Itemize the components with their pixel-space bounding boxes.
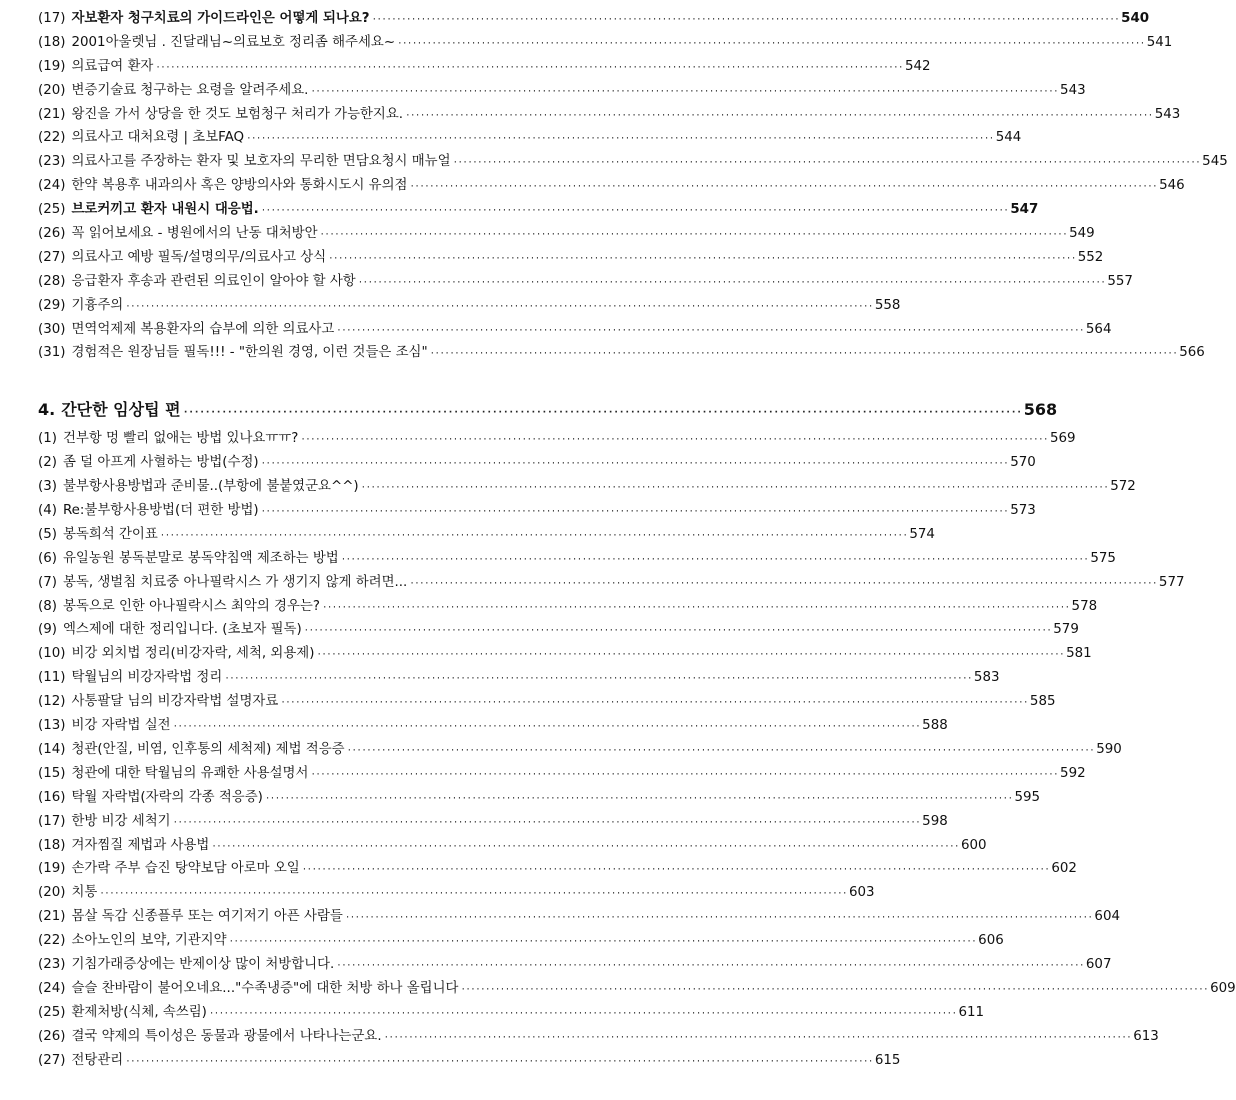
dot-leader <box>261 206 1009 216</box>
entry-title: 불부항사용방법과 준비물..(부항에 불붙였군요^^) <box>62 479 359 495</box>
entry-number: (25) <box>38 1004 66 1020</box>
toc-part-1 <box>38 7 1228 365</box>
entry-number: (31) <box>38 345 66 361</box>
entry-number: (27) <box>38 1052 66 1068</box>
entry-title: 왕진을 가서 상당을 한 것도 보험청구 처리가 가능한지요. <box>71 106 404 122</box>
dot-leader <box>302 865 1050 875</box>
entry-number: (4) <box>38 503 57 519</box>
toc-entry <box>38 475 1136 499</box>
entry-page-number: 579 <box>1053 622 1079 638</box>
dot-leader <box>336 326 1084 336</box>
entry-page-number: 564 <box>1085 321 1112 337</box>
entry-title: 비강 자락법 실전 <box>71 718 171 734</box>
entry-title: 유일농원 봉독분말로 봉독약침액 제조하는 방법 <box>62 550 339 566</box>
dot-leader <box>310 87 1058 97</box>
entry-page-number: 540 <box>1121 11 1150 26</box>
entry-number: (17) <box>38 11 66 26</box>
entry-page-number: 541 <box>1146 34 1173 50</box>
entry-number: (13) <box>38 718 66 734</box>
entry-number: (5) <box>38 526 57 542</box>
toc-entry <box>38 929 1004 953</box>
entry-number: (18) <box>38 34 66 50</box>
entry-title: 비강 외치법 정리(비강자락, 세척, 외용제) <box>71 646 315 662</box>
toc-entry <box>38 762 1086 786</box>
toc-entry <box>38 246 1104 270</box>
entry-page-number: 543 <box>1060 82 1086 98</box>
entry-page-number: 575 <box>1090 550 1116 566</box>
entry-title: 브로커끼고 환자 내원시 대응법. <box>71 202 259 218</box>
toc-entry <box>38 857 1077 881</box>
entry-title: 손가락 주부 습진 탕약보담 아로마 오일 <box>71 861 300 877</box>
entry-title: 의료사고 예방 필독/설명의무/의료사고 상식 <box>71 249 327 265</box>
entry-title: 의료사고를 주장하는 환자 및 보호자의 무리한 면담요청시 매뉴얼 <box>71 154 451 170</box>
entry-page-number: 566 <box>1179 345 1205 361</box>
entry-number: (26) <box>38 1028 66 1044</box>
entry-page-number: 558 <box>874 297 901 313</box>
entry-number: (9) <box>38 622 57 638</box>
dot-leader <box>405 111 1153 121</box>
entry-number: (26) <box>38 226 66 242</box>
entry-title: 변증기술료 청구하는 요령을 알려주세요. <box>71 82 309 98</box>
entry-number: (15) <box>38 765 66 781</box>
entry-page-number: 592 <box>1060 765 1086 781</box>
toc-entry <box>38 595 1098 619</box>
dot-leader <box>347 746 1095 756</box>
entry-page-number: 598 <box>922 813 948 829</box>
entry-title: 좀 덜 아프게 사혈하는 방법(수정) <box>62 455 259 471</box>
entry-page-number: 574 <box>909 526 935 542</box>
entry-page-number: 545 <box>1202 154 1228 170</box>
entry-title: 꼭 읽어보세요 - 병원에서의 난동 대처방안 <box>71 226 318 242</box>
entry-title: 슬슬 찬바람이 불어오네요..."수족냉증"에 대한 처방 하나 올립니다 <box>71 980 459 996</box>
entry-number: (6) <box>38 550 57 566</box>
dot-leader <box>322 603 1070 613</box>
entry-title: 소아노인의 보약, 기관지약 <box>71 933 227 949</box>
dot-leader <box>336 961 1084 971</box>
entry-page-number: 569 <box>1049 431 1076 447</box>
entry-page-number: 552 <box>1077 249 1104 265</box>
entry-number: (16) <box>38 789 66 805</box>
entry-title: 한약 복용후 내과의사 혹은 양방의사와 통화시도시 유의점 <box>71 178 408 194</box>
entry-number: (3) <box>38 479 57 495</box>
entry-title: 사통팔달 님의 비강자락법 설명자료 <box>71 694 279 710</box>
entry-number: (14) <box>38 741 66 757</box>
entry-page-number: 583 <box>973 670 1000 686</box>
entry-number: (27) <box>38 249 66 265</box>
toc-part-2 <box>38 427 1236 1072</box>
toc-entry <box>38 738 1122 762</box>
entry-title: 탁월 자락법(자락의 각종 적응증) <box>71 789 263 805</box>
dot-leader <box>261 507 1009 517</box>
entry-page-number: 547 <box>1010 202 1039 218</box>
entry-number: (21) <box>38 106 66 122</box>
dot-leader <box>345 913 1093 923</box>
dot-leader <box>265 794 1013 804</box>
entry-page-number: 577 <box>1158 574 1185 590</box>
section-page-number: 568 <box>1023 400 1058 420</box>
dot-leader <box>341 555 1089 565</box>
entry-title: 면역억제제 복용환자의 습부에 의한 의료사고 <box>71 321 335 337</box>
dot-leader <box>125 302 873 312</box>
toc-entry <box>38 499 1036 523</box>
entry-page-number: 573 <box>1010 503 1036 519</box>
section-number: 4. <box>38 400 56 420</box>
entry-number: (12) <box>38 694 66 710</box>
entry-number: (22) <box>38 933 66 949</box>
toc-entry <box>38 547 1116 571</box>
entry-number: (23) <box>38 956 66 972</box>
dot-leader <box>372 15 1120 25</box>
dot-leader <box>261 459 1009 469</box>
entry-title: 몸살 독감 신종플루 또는 여기저기 아픈 사람들 <box>71 909 343 925</box>
entry-page-number: 588 <box>922 718 948 734</box>
toc-entry <box>38 666 1000 690</box>
entry-page-number: 611 <box>958 1004 985 1020</box>
entry-title: 탁월님의 비강자락법 정리 <box>71 670 223 686</box>
entry-number: (11) <box>38 670 66 686</box>
entry-page-number: 603 <box>848 885 875 901</box>
toc-entry <box>38 150 1228 174</box>
entry-number: (19) <box>38 861 66 877</box>
entry-title: 치통 <box>71 885 98 901</box>
dot-leader <box>361 483 1109 493</box>
entry-title: 기침가래증상에는 반제이상 많이 처방합니다. <box>71 956 335 972</box>
toc-entry <box>38 222 1095 246</box>
entry-title: 엑스제에 대한 정리입니다. (초보자 필독) <box>62 622 302 638</box>
entry-title: 환제처방(식체, 속쓰림) <box>71 1004 207 1020</box>
entry-number: (18) <box>38 837 66 853</box>
dot-leader <box>209 1009 957 1019</box>
toc-entry <box>38 270 1133 294</box>
entry-title: 전탕관리 <box>71 1052 124 1068</box>
entry-page-number: 602 <box>1051 861 1077 877</box>
entry-page-number: 606 <box>978 933 1004 949</box>
toc-entry <box>38 1001 985 1025</box>
entry-number: (29) <box>38 297 66 313</box>
toc-entry <box>38 1049 901 1073</box>
entry-number: (2) <box>38 455 57 471</box>
dot-leader <box>300 435 1048 445</box>
toc-entry <box>38 834 987 858</box>
section-gap <box>38 365 673 397</box>
entry-number: (22) <box>38 130 66 146</box>
entry-title: 자보환자 청구치료의 가이드라인은 어떻게 되나요? <box>71 11 370 26</box>
entry-page-number: 570 <box>1010 455 1036 471</box>
entry-title: 봉독으로 인한 아나필락시스 최악의 경우는? <box>62 598 320 614</box>
entry-number: (17) <box>38 813 66 829</box>
toc-entry <box>38 79 1086 103</box>
dot-leader <box>328 254 1076 264</box>
toc-entry <box>38 714 948 738</box>
toc-entry <box>38 294 901 318</box>
table-of-contents <box>38 7 1236 1072</box>
entry-page-number: 615 <box>874 1052 901 1068</box>
toc-entry <box>38 953 1112 977</box>
dot-leader <box>229 937 977 947</box>
entry-title: 응급환자 후송과 관련된 의료인이 알아야 할 사항 <box>71 273 356 289</box>
dot-leader <box>246 134 994 144</box>
entry-number: (8) <box>38 598 57 614</box>
entry-page-number: 613 <box>1133 1028 1159 1044</box>
toc-entry <box>38 786 1041 810</box>
toc-entry <box>38 690 1056 714</box>
toc-entry <box>38 523 935 547</box>
entry-title: 청관(안질, 비염, 인후통의 세척제) 제법 적응증 <box>71 741 345 757</box>
dot-leader <box>173 818 921 828</box>
toc-entry <box>38 427 1076 451</box>
toc-entry <box>38 55 931 79</box>
entry-page-number: 607 <box>1085 956 1112 972</box>
toc-entry <box>38 810 948 834</box>
entry-title: 청관에 대한 탁월님의 유쾌한 사용설명서 <box>71 765 309 781</box>
dot-leader <box>358 278 1106 288</box>
dot-leader <box>160 531 908 541</box>
toc-entry <box>38 318 1112 342</box>
dot-leader <box>183 407 1022 418</box>
entry-page-number: 604 <box>1094 909 1120 925</box>
entry-title: 경험적은 원장님들 필독!!! - "한의원 경영, 이런 것들은 조심" <box>71 345 428 361</box>
toc-entry <box>38 174 1185 198</box>
entry-page-number: 600 <box>960 837 987 853</box>
entry-number: (25) <box>38 202 66 218</box>
dot-leader <box>280 698 1028 708</box>
section-title: 간단한 임상팁 편 <box>61 400 181 420</box>
entry-title: 한방 비강 세척기 <box>71 813 171 829</box>
entry-title: 봉독희석 간이표 <box>62 526 158 542</box>
entry-title: 의료사고 대처요령 | 초보FAQ <box>71 130 245 146</box>
dot-leader <box>460 985 1208 995</box>
dot-leader <box>224 674 972 684</box>
entry-number: (1) <box>38 431 57 447</box>
entry-page-number: 546 <box>1159 178 1185 194</box>
dot-leader <box>310 770 1058 780</box>
entry-page-number: 549 <box>1069 226 1095 242</box>
entry-page-number: 609 <box>1210 980 1236 996</box>
dot-leader <box>430 349 1178 359</box>
entry-page-number: 595 <box>1014 789 1041 805</box>
entry-number: (20) <box>38 82 66 98</box>
entry-title: 기흉주의 <box>71 297 124 313</box>
toc-entry <box>38 451 1036 475</box>
dot-leader <box>320 230 1068 240</box>
dot-leader <box>409 579 1157 589</box>
toc-entry <box>38 977 1236 1001</box>
dot-leader <box>99 889 847 899</box>
dot-leader <box>316 650 1064 660</box>
toc-entry <box>38 341 1205 365</box>
entry-title: 의료급여 환자 <box>71 58 154 74</box>
dot-leader <box>304 626 1052 636</box>
entry-page-number: 543 <box>1154 106 1181 122</box>
entry-title: Re:불부항사용방법(더 편한 방법) <box>62 503 259 519</box>
entry-number: (24) <box>38 980 66 996</box>
toc-entry <box>38 7 1150 31</box>
entry-number: (23) <box>38 154 66 170</box>
toc-entry <box>38 571 1185 595</box>
entry-number: (28) <box>38 273 66 289</box>
entry-number: (24) <box>38 178 66 194</box>
entry-number: (30) <box>38 321 66 337</box>
toc-entry <box>38 103 1181 127</box>
toc-entry <box>38 198 1039 222</box>
dot-leader <box>384 1033 1132 1043</box>
toc-entry <box>38 31 1173 55</box>
entry-title: 결국 약제의 특이성은 동물과 광물에서 나타나는군요. <box>71 1028 382 1044</box>
dot-leader <box>155 63 903 73</box>
entry-number: (7) <box>38 574 57 590</box>
entry-page-number: 557 <box>1107 273 1133 289</box>
entry-title: 건부항 멍 빨리 없애는 방법 있나요ㅠㅠ? <box>62 431 299 447</box>
section-heading <box>38 397 1058 427</box>
entry-page-number: 542 <box>904 58 931 74</box>
entry-number: (20) <box>38 885 66 901</box>
dot-leader <box>410 182 1158 192</box>
entry-page-number: 578 <box>1071 598 1098 614</box>
entry-title: 2001아울렛님 . 진달래님~의료보호 정리좀 해주세요~ <box>71 34 396 50</box>
dot-leader <box>125 1057 873 1067</box>
entry-page-number: 572 <box>1110 479 1136 495</box>
toc-entry <box>38 905 1120 929</box>
dot-leader <box>211 842 959 852</box>
entry-page-number: 544 <box>995 130 1022 146</box>
entry-page-number: 585 <box>1029 694 1056 710</box>
entry-page-number: 590 <box>1096 741 1122 757</box>
toc-entry <box>38 618 1079 642</box>
entry-number: (21) <box>38 909 66 925</box>
entry-title: 겨자찜질 제법과 사용법 <box>71 837 210 853</box>
toc-entry <box>38 881 875 905</box>
entry-title: 봉독, 생벌침 치료중 아나필락시스 가 생기지 않게 하려면... <box>62 574 408 590</box>
entry-number: (19) <box>38 58 66 74</box>
entry-number: (10) <box>38 646 66 662</box>
dot-leader <box>173 722 921 732</box>
dot-leader <box>397 39 1145 49</box>
toc-entry <box>38 642 1092 666</box>
toc-entry <box>38 126 1022 150</box>
toc-entry <box>38 1025 1159 1049</box>
entry-page-number: 581 <box>1066 646 1092 662</box>
dot-leader <box>453 158 1201 168</box>
